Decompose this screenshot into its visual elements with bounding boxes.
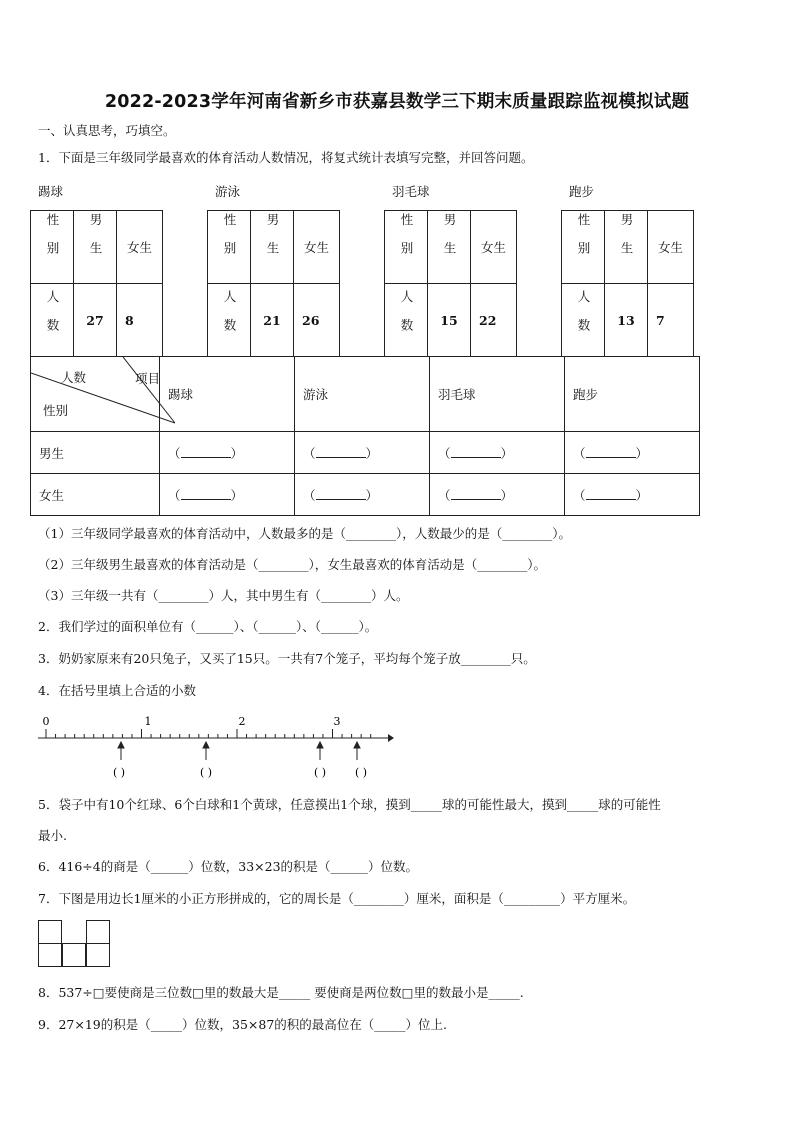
answer-cell[interactable]: （ ） (565, 432, 700, 474)
question-9: 9．27×19的积是（_____）位数，35×87的积的最高位在（_____）位上. (38, 1017, 447, 1032)
unit-square (86, 920, 110, 944)
tick-label-1: 1 (144, 715, 152, 728)
tick-label-2: 2 (238, 715, 246, 728)
header-count: 人数 (399, 290, 414, 347)
header-count: 人数 (45, 290, 60, 347)
answer-cell[interactable]: （ ） (565, 474, 700, 516)
header-girls: 女生 (648, 211, 694, 284)
unit-square (62, 943, 86, 967)
answer-cell[interactable]: （ ） (160, 432, 295, 474)
header-boys: 男生 (88, 212, 103, 270)
tick-label-0: 0 (42, 715, 50, 728)
col-header-running: 跑步 (565, 357, 700, 432)
header-count: 人数 (576, 290, 591, 347)
question-6: 6．416÷4的商是（______）位数，33×23的积是（______）位数。 (38, 859, 419, 874)
header-boys: 男生 (442, 212, 457, 270)
answer-paren: ( ) (354, 766, 368, 779)
header-boys: 男生 (619, 212, 634, 270)
tick-label-3: 3 (333, 715, 341, 728)
table-name-running: 跑步 (569, 184, 595, 199)
answer-cell[interactable]: （ ） (430, 474, 565, 516)
boys-count: 27 (74, 284, 117, 357)
combined-table (30, 356, 700, 516)
col-header-swimming: 游泳 (295, 357, 430, 432)
question-1-sub-1: （1）三年级同学最喜欢的体育活动中，人数最多的是（________），人数最少的是（________）。 (38, 526, 571, 541)
col-header-football: 踢球 (160, 357, 295, 432)
girls-count: 26 (294, 284, 340, 357)
unit-square (38, 920, 62, 944)
unit-square (86, 943, 110, 967)
section-heading: 一、认真思考，巧填空。 (38, 123, 176, 138)
question-1-sub-2: （2）三年级男生最喜欢的体育活动是（________），女生最喜欢的体育活动是（________）。 (38, 557, 546, 572)
girls-count: 8 (117, 284, 163, 357)
header-girls: 女生 (117, 211, 163, 284)
table-name-football: 踢球 (38, 184, 64, 199)
girls-count: 22 (471, 284, 517, 357)
boys-count: 13 (605, 284, 648, 357)
unit-square (38, 943, 62, 967)
table-swimming (207, 210, 340, 357)
number-line-arrowhead (388, 734, 394, 742)
col-header-badminton: 羽毛球 (430, 357, 565, 432)
header-gender: 性别 (45, 212, 60, 270)
header-gender: 性别 (576, 212, 591, 270)
answer-cell[interactable]: （ ） (295, 474, 430, 516)
table-name-swimming: 游泳 (215, 184, 241, 199)
row-header-boys: 男生 (31, 432, 160, 474)
pointer-arrows (118, 742, 360, 760)
question-1-sub-3: （3）三年级一共有（________）人，其中男生有（________）人。 (38, 588, 409, 603)
answer-cell[interactable]: （ ） (160, 474, 295, 516)
header-boys: 男生 (265, 212, 280, 270)
header-count: 人数 (222, 290, 237, 347)
table-badminton (384, 210, 517, 357)
corner-label-item: 项目 (135, 371, 161, 386)
header-gender: 性别 (399, 212, 414, 270)
page-title: 2022-2023学年河南省新乡市获嘉县数学三下期末质量跟踪监视模拟试题 (104, 92, 690, 112)
answer-cell[interactable]: （ ） (430, 432, 565, 474)
corner-label-gender: 性别 (43, 403, 69, 418)
header-gender: 性别 (222, 212, 237, 270)
table-name-badminton: 羽毛球 (392, 184, 430, 199)
header-girls: 女生 (471, 211, 517, 284)
girls-count: 7 (648, 284, 694, 357)
answer-cell[interactable]: （ ） (295, 432, 430, 474)
question-8: 8．537÷□要使商是三位数□里的数最大是_____ 要使商是两位数□里的数最小是_____. (38, 985, 524, 1000)
number-line (36, 710, 396, 782)
table-football (30, 210, 163, 357)
row-header-girls: 女生 (31, 474, 160, 516)
corner-cell (31, 357, 160, 432)
boys-count: 21 (251, 284, 294, 357)
question-5-line-1: 5．袋子中有10个红球、6个白球和1个黄球，任意摸出1个球，摸到_____球的可能性最大，摸到_____球的可能性 (38, 797, 661, 812)
answer-paren: ( ) (199, 766, 213, 779)
number-line-ticks (46, 729, 371, 738)
answer-paren: ( ) (112, 766, 126, 779)
question-5-line-2: 最小. (38, 828, 67, 843)
question-3: 3．奶奶家原来有20只兔子，又买了15只。一共有7个笼子，平均每个笼子放________只。 (38, 651, 536, 666)
question-1: 1．下面是三年级同学最喜欢的体育活动人数情况，将复式统计表填写完整，并回答问题。 (38, 150, 534, 165)
boys-count: 15 (428, 284, 471, 357)
question-4: 4．在括号里填上合适的小数 (38, 683, 196, 698)
question-2: 2．我们学过的面积单位有（______）、（______）、（______）。 (38, 619, 378, 634)
header-girls: 女生 (294, 211, 340, 284)
table-running (561, 210, 694, 357)
corner-label-people: 人数 (61, 370, 87, 385)
answer-paren: ( ) (313, 766, 327, 779)
question-7: 7．下图是用边长1厘米的小正方形拼成的，它的周长是（________）厘米，面积是（_________）平方厘米。 (38, 891, 636, 906)
